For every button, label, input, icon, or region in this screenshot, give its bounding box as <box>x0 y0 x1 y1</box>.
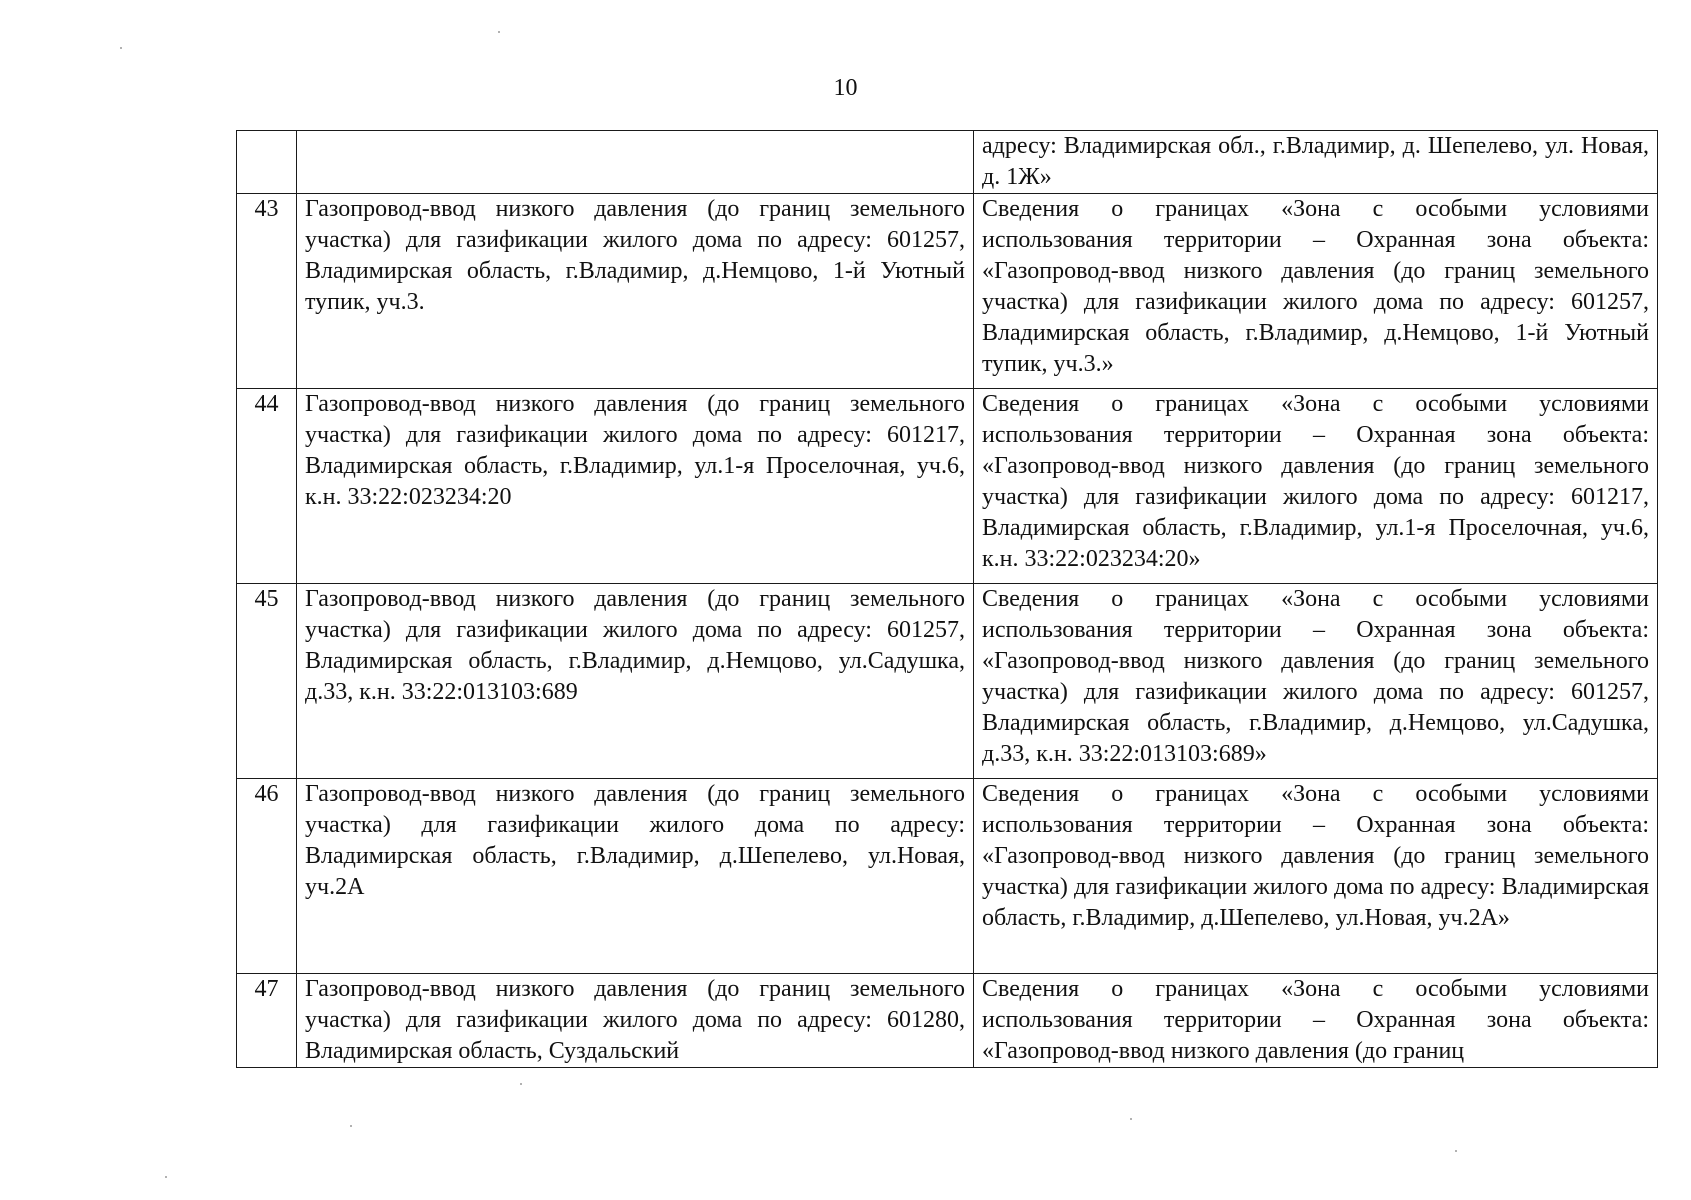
object-name-text: Газопровод-ввод низкого давления (до границ земельного участка) для газификации жилого дома по адресу: Владимирская область, г.Владимир, д.Шепелево, ул.Новая, уч.2А <box>305 781 965 900</box>
table-row <box>237 779 1658 974</box>
scan-speck <box>350 1125 352 1127</box>
table-row-continuation <box>237 131 1658 194</box>
zone-info-text: Сведения о границах «Зона с особыми условиями использования территории – Охранная зона объекта: «Газопровод-ввод низкого давления (до границ <box>982 976 1649 1064</box>
scan-speck <box>120 47 122 49</box>
scan-speck <box>520 1083 522 1085</box>
object-name-cell <box>297 131 974 194</box>
table-row <box>237 194 1658 389</box>
object-name-text: Газопровод-ввод низкого давления (до границ земельного участка) для газификации жилого дома по адресу: 601257, Владимирская область, г.Владимир, д.Немцово, ул.Садушка, д.33, к.н. 33:22:013103:689 <box>305 586 965 705</box>
row-number-cell: 46 <box>237 779 297 974</box>
zone-info-cell <box>974 389 1658 584</box>
zone-info-cell <box>974 974 1658 1068</box>
row-number-cell: 47 <box>237 974 297 1068</box>
zone-info-cell <box>974 131 1658 194</box>
zone-info-text: Сведения о границах «Зона с особыми условиями использования территории – Охранная зона объекта: «Газопровод-ввод низкого давления (до границ земельного участка) для газификации жилого дома по адресу: Владимирская область, г.Владимир, д.Шепелево, ул.Новая, уч.2А» <box>982 781 1649 931</box>
zone-info-cell <box>974 194 1658 389</box>
row-number-cell: 45 <box>237 584 297 779</box>
scan-speck <box>165 1176 167 1178</box>
scan-speck <box>1455 1150 1457 1152</box>
scan-speck <box>498 31 500 33</box>
registry-table <box>236 130 1658 1068</box>
object-name-cell <box>297 194 974 389</box>
zone-info-text: Сведения о границах «Зона с особыми условиями использования территории – Охранная зона объекта: «Газопровод-ввод низкого давления (до границ земельного участка) для газификации жилого дома по адресу: 601257, Владимирская область, г.Владимир, д.Немцово, ул.Садушка, д.33, к.н. 33:22:013103:689» <box>982 586 1649 767</box>
zone-info-cell <box>974 584 1658 779</box>
zone-info-cell <box>974 779 1658 974</box>
object-name-cell <box>297 389 974 584</box>
table-row-partial <box>237 974 1658 1068</box>
object-name-cell <box>297 584 974 779</box>
row-number-cell <box>237 131 297 194</box>
table-row <box>237 584 1658 779</box>
row-number-cell: 43 <box>237 194 297 389</box>
scan-speck <box>1130 1118 1132 1120</box>
page-number: 10 <box>833 75 858 101</box>
zone-info-text: Сведения о границах «Зона с особыми условиями использования территории – Охранная зона объекта: «Газопровод-ввод низкого давления (до границ земельного участка) для газификации жилого дома по адресу: 601217, Владимирская область, г.Владимир, ул.1-я Проселочная, уч.6, к.н. 33:22:023234:20» <box>982 391 1649 572</box>
table-row <box>237 389 1658 584</box>
zone-info-text: Сведения о границах «Зона с особыми условиями использования территории – Охранная зона объекта: «Газопровод-ввод низкого давления (до границ земельного участка) для газификации жилого дома по адресу: 601257, Владимирская область, г.Владимир, д.Немцово, 1-й Уютный тупик, уч.3.» <box>982 196 1649 377</box>
object-name-text: Газопровод-ввод низкого давления (до границ земельного участка) для газификации жилого дома по адресу: 601217, Владимирская область, г.Владимир, ул.1-я Проселочная, уч.6, к.н. 33:22:023234:20 <box>305 391 965 510</box>
object-name-text: Газопровод-ввод низкого давления (до границ земельного участка) для газификации жилого дома по адресу: 601280, Владимирская область, Суздальский <box>305 976 965 1064</box>
zone-info-text: адресу: Владимирская обл., г.Владимир, д. Шепелево, ул. Новая, д. 1Ж» <box>982 133 1649 190</box>
object-name-cell <box>297 974 974 1068</box>
row-number-cell: 44 <box>237 389 297 584</box>
object-name-cell <box>297 779 974 974</box>
object-name-text: Газопровод-ввод низкого давления (до границ земельного участка) для газификации жилого дома по адресу: 601257, Владимирская область, г.Владимир, д.Немцово, 1-й Уютный тупик, уч.3. <box>305 196 965 315</box>
